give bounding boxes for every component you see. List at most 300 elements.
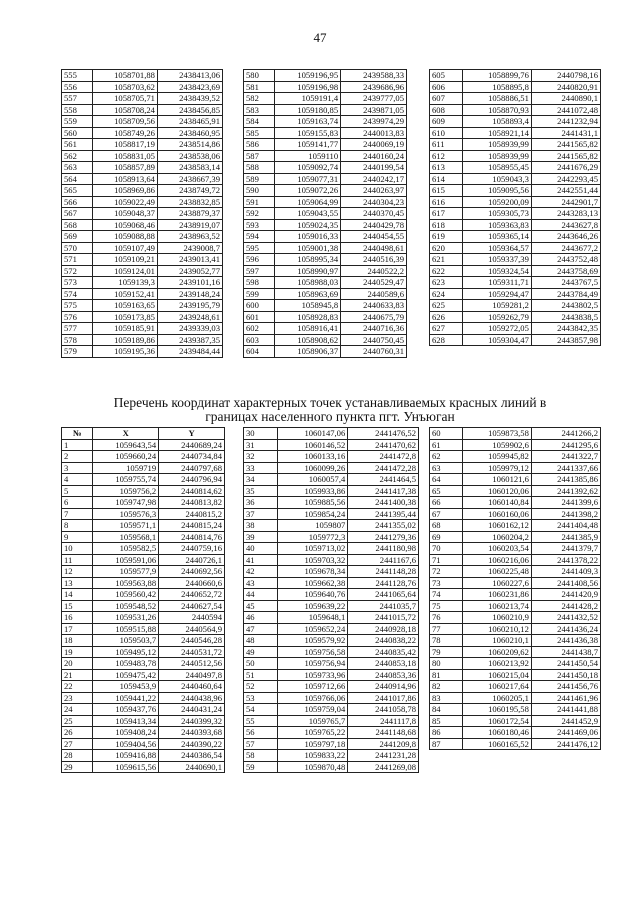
y-coordinate-cell: 2441128,76 [348, 577, 419, 589]
table-row [430, 738, 601, 750]
x-coordinate-cell: 1059772,3 [277, 531, 348, 543]
point-number-cell: 586 [244, 139, 275, 151]
point-number-cell: 30 [244, 428, 278, 440]
point-number-cell: 597 [244, 265, 275, 277]
y-coordinate-cell: 2439484,44 [157, 346, 222, 358]
point-number-cell: 69 [430, 531, 463, 543]
x-coordinate-cell: 1059068,46 [92, 219, 157, 231]
y-coordinate-cell: 2440386,54 [159, 750, 225, 762]
table-row [430, 646, 601, 658]
point-number-cell: 594 [244, 231, 275, 243]
table-row [244, 497, 419, 509]
point-number-cell: 558 [62, 104, 93, 116]
x-coordinate-cell: 1059437,76 [93, 704, 159, 716]
x-coordinate-cell: 1058913,64 [92, 173, 157, 185]
point-number-cell: 582 [244, 93, 275, 105]
y-coordinate-cell: 2441399,6 [531, 497, 600, 509]
point-number-cell: 72 [430, 566, 463, 578]
table-row [244, 692, 419, 704]
point-number-cell: 565 [62, 185, 93, 197]
x-coordinate-cell: 1059662,38 [277, 577, 348, 589]
table-row [430, 474, 601, 486]
y-coordinate-cell: 2440820,91 [531, 81, 600, 93]
x-coordinate-cell: 1059571,1 [93, 520, 159, 532]
header-x: X [93, 428, 159, 440]
point-number-cell: 574 [62, 288, 93, 300]
point-number-cell: 580 [244, 70, 275, 82]
point-number-cell: 7 [62, 508, 93, 520]
x-coordinate-cell: 1060210,9 [462, 612, 531, 624]
x-coordinate-cell: 1060210,1 [462, 635, 531, 647]
point-number-cell: 561 [62, 139, 93, 151]
point-number-cell: 589 [244, 173, 275, 185]
table-row [430, 554, 601, 566]
point-number-cell: 587 [244, 150, 275, 162]
x-coordinate-cell: 1060209,62 [462, 646, 531, 658]
y-coordinate-cell: 2438832,85 [157, 196, 222, 208]
table-header-row [62, 428, 225, 440]
point-number-cell: 1 [62, 439, 93, 451]
x-coordinate-cell: 1058705,71 [92, 93, 157, 105]
x-coordinate-cell: 1059756,58 [277, 646, 348, 658]
y-coordinate-cell: 2441058,78 [348, 704, 419, 716]
table-row [62, 681, 225, 693]
point-number-cell: 603 [244, 334, 275, 346]
coords-table-4 [61, 427, 225, 773]
table-row [430, 520, 601, 532]
point-number-cell: 608 [430, 104, 463, 116]
point-number-cell: 32 [244, 451, 278, 463]
y-coordinate-cell: 2440564,9 [159, 623, 225, 635]
table-row [62, 600, 225, 612]
y-coordinate-cell: 2441409,3 [531, 566, 600, 578]
table-row [430, 635, 601, 647]
table-row [430, 104, 601, 116]
x-coordinate-cell: 1059072,26 [275, 185, 341, 197]
x-coordinate-cell: 1059196,95 [275, 70, 341, 82]
x-coordinate-cell: 1059095,56 [462, 185, 531, 197]
table-row [430, 196, 601, 208]
x-coordinate-cell: 1058709,56 [92, 116, 157, 128]
x-coordinate-cell: 1060146,52 [277, 439, 348, 451]
y-coordinate-cell: 2441472,28 [348, 462, 419, 474]
x-coordinate-cell: 1059678,34 [277, 566, 348, 578]
y-coordinate-cell: 2441469,06 [531, 727, 600, 739]
x-coordinate-cell: 1059441,22 [93, 692, 159, 704]
y-coordinate-cell: 2440928,18 [348, 623, 419, 635]
y-coordinate-cell: 2441464,5 [348, 474, 419, 486]
x-coordinate-cell: 1060204,2 [462, 531, 531, 543]
point-number-cell: 610 [430, 127, 463, 139]
y-coordinate-cell: 2440689,24 [159, 439, 225, 451]
y-coordinate-cell: 2440594 [159, 612, 225, 624]
table-row [244, 474, 419, 486]
y-coordinate-cell: 2439588,33 [341, 70, 407, 82]
table-row [430, 208, 601, 220]
y-coordinate-cell: 2440759,16 [159, 543, 225, 555]
x-coordinate-cell: 1059152,41 [92, 288, 157, 300]
point-number-cell: 61 [430, 439, 463, 451]
y-coordinate-cell: 2438439,52 [157, 93, 222, 105]
y-coordinate-cell: 2440797,68 [159, 462, 225, 474]
x-coordinate-cell: 1059577,9 [93, 566, 159, 578]
point-number-cell: 3 [62, 462, 93, 474]
point-number-cell: 609 [430, 116, 463, 128]
x-coordinate-cell: 1058749,26 [92, 127, 157, 139]
point-number-cell: 76 [430, 612, 463, 624]
point-number-cell: 31 [244, 439, 278, 451]
x-coordinate-cell: 1058916,41 [275, 323, 341, 335]
table-row [62, 242, 223, 254]
point-number-cell: 63 [430, 462, 463, 474]
table-row [430, 462, 601, 474]
x-coordinate-cell: 1059713,02 [277, 543, 348, 555]
table-row [430, 242, 601, 254]
table-row [244, 185, 407, 197]
point-number-cell: 71 [430, 554, 463, 566]
y-coordinate-cell: 2441450,18 [531, 669, 600, 681]
point-number-cell: 68 [430, 520, 463, 532]
x-coordinate-cell: 1060133,16 [277, 451, 348, 463]
x-coordinate-cell: 1058857,89 [92, 162, 157, 174]
point-number-cell: 85 [430, 715, 463, 727]
y-coordinate-cell: 2441180,98 [348, 543, 419, 555]
y-coordinate-cell: 2440013,83 [341, 127, 407, 139]
point-number-cell: 83 [430, 692, 463, 704]
y-coordinate-cell: 2441378,22 [531, 554, 600, 566]
x-coordinate-cell: 1058988,03 [275, 277, 341, 289]
x-coordinate-cell: 1060231,86 [462, 589, 531, 601]
point-number-cell: 615 [430, 185, 463, 197]
table-row [244, 520, 419, 532]
point-number-cell: 39 [244, 531, 278, 543]
x-coordinate-cell: 1059189,86 [92, 334, 157, 346]
table-row [62, 277, 223, 289]
table-row [244, 428, 419, 440]
x-coordinate-cell: 1059024,35 [275, 219, 341, 231]
y-coordinate-cell: 2441431,1 [531, 127, 600, 139]
y-coordinate-cell: 2438456,85 [157, 104, 222, 116]
table-row [244, 750, 419, 762]
table-row [244, 116, 407, 128]
y-coordinate-cell: 2441404,48 [531, 520, 600, 532]
table-row [62, 93, 223, 105]
point-number-cell: 590 [244, 185, 275, 197]
point-number-cell: 74 [430, 589, 463, 601]
table-row [62, 761, 225, 773]
table-row [62, 692, 225, 704]
table-row [244, 323, 407, 335]
x-coordinate-cell: 1059648,1 [277, 612, 348, 624]
point-number-cell: 604 [244, 346, 275, 358]
table-row [62, 623, 225, 635]
table-row [244, 543, 419, 555]
point-number-cell: 568 [62, 219, 93, 231]
y-coordinate-cell: 2441015,72 [348, 612, 419, 624]
point-number-cell: 619 [430, 231, 463, 243]
x-coordinate-cell: 1059195,36 [92, 346, 157, 358]
table-row [62, 150, 223, 162]
x-coordinate-cell: 1059016,33 [275, 231, 341, 243]
x-coordinate-cell: 1059615,56 [93, 761, 159, 773]
table-row [244, 162, 407, 174]
table-row [430, 658, 601, 670]
table-row [62, 185, 223, 197]
y-coordinate-cell: 2438919,07 [157, 219, 222, 231]
table-row [62, 577, 225, 589]
table-row [62, 70, 223, 82]
point-number-cell: 571 [62, 254, 93, 266]
y-coordinate-cell: 2440627,54 [159, 600, 225, 612]
table-row [430, 116, 601, 128]
y-coordinate-cell: 2440498,61 [341, 242, 407, 254]
table-row [62, 231, 223, 243]
table-row [244, 300, 407, 312]
point-number-cell: 556 [62, 81, 93, 93]
table-row [62, 635, 225, 647]
point-number-cell: 70 [430, 543, 463, 555]
y-coordinate-cell: 2441355,02 [348, 520, 419, 532]
point-number-cell: 555 [62, 70, 93, 82]
table-row [430, 81, 601, 93]
point-number-cell: 560 [62, 127, 93, 139]
y-coordinate-cell: 2438749,72 [157, 185, 222, 197]
table-row [430, 543, 601, 555]
table-row [244, 508, 419, 520]
x-coordinate-cell: 1059703,32 [277, 554, 348, 566]
table-row [62, 311, 223, 323]
point-number-cell: 78 [430, 635, 463, 647]
table-row [430, 497, 601, 509]
x-coordinate-cell: 1060120,06 [462, 485, 531, 497]
x-coordinate-cell: 1058831,05 [92, 150, 157, 162]
x-coordinate-cell: 1059563,88 [93, 577, 159, 589]
table-row [244, 311, 407, 323]
point-number-cell: 10 [62, 543, 93, 555]
table-row [244, 288, 407, 300]
table-row [244, 81, 407, 93]
y-coordinate-cell: 2439101,16 [157, 277, 222, 289]
y-coordinate-cell: 2441461,96 [531, 692, 600, 704]
point-number-cell: 37 [244, 508, 278, 520]
x-coordinate-cell: 1060180,46 [462, 727, 531, 739]
y-coordinate-cell: 2440890,1 [531, 93, 600, 105]
page-number: 47 [313, 30, 327, 45]
x-coordinate-cell: 1059048,37 [92, 208, 157, 220]
point-number-cell: 82 [430, 681, 463, 693]
point-number-cell: 599 [244, 288, 275, 300]
point-number-cell: 588 [244, 162, 275, 174]
table-row [430, 93, 601, 105]
x-coordinate-cell: 1060140,84 [462, 497, 531, 509]
y-coordinate-cell: 2440726,1 [159, 554, 225, 566]
y-coordinate-cell: 2441322,7 [531, 451, 600, 463]
point-number-cell: 606 [430, 81, 463, 93]
y-coordinate-cell: 2443802,5 [531, 300, 600, 312]
table-row [430, 173, 601, 185]
y-coordinate-cell: 2439008,7 [157, 242, 222, 254]
point-number-cell: 581 [244, 81, 275, 93]
x-coordinate-cell: 1059712,66 [277, 681, 348, 693]
table-row [430, 162, 601, 174]
x-coordinate-cell: 1059109,21 [92, 254, 157, 266]
point-number-cell: 567 [62, 208, 93, 220]
y-coordinate-cell: 2438667,39 [157, 173, 222, 185]
x-coordinate-cell: 1059531,26 [93, 612, 159, 624]
coords-table-6 [429, 427, 601, 750]
y-coordinate-cell: 2441269,08 [348, 761, 419, 773]
x-coordinate-cell: 1059870,48 [277, 761, 348, 773]
x-coordinate-cell: 1059311,71 [462, 277, 531, 289]
x-coordinate-cell: 1059155,83 [275, 127, 341, 139]
point-number-cell: 573 [62, 277, 93, 289]
y-coordinate-cell: 2442293,45 [531, 173, 600, 185]
point-number-cell: 33 [244, 462, 278, 474]
y-coordinate-cell: 2441295,6 [531, 439, 600, 451]
x-coordinate-cell: 1059364,57 [462, 242, 531, 254]
x-coordinate-cell: 1059180,85 [275, 104, 341, 116]
x-coordinate-cell: 1060160,06 [462, 508, 531, 520]
table-row [430, 508, 601, 520]
point-number-cell: 6 [62, 497, 93, 509]
point-number-cell: 67 [430, 508, 463, 520]
y-coordinate-cell: 2440429,78 [341, 219, 407, 231]
x-coordinate-cell: 1059719 [93, 462, 159, 474]
x-coordinate-cell: 1059933,86 [277, 485, 348, 497]
y-coordinate-cell: 2441441,88 [531, 704, 600, 716]
y-coordinate-cell: 2443627,8 [531, 219, 600, 231]
table-row [62, 462, 225, 474]
y-coordinate-cell: 2440390,22 [159, 738, 225, 750]
y-coordinate-cell: 2440815,24 [159, 520, 225, 532]
x-coordinate-cell: 1059833,22 [277, 750, 348, 762]
x-coordinate-cell: 1058969,86 [92, 185, 157, 197]
x-coordinate-cell: 1059765,22 [277, 727, 348, 739]
table-row [430, 704, 601, 716]
x-coordinate-cell: 1058870,93 [462, 104, 531, 116]
y-coordinate-cell: 2438879,37 [157, 208, 222, 220]
table-row [430, 311, 601, 323]
x-coordinate-cell: 1059413,34 [93, 715, 159, 727]
y-coordinate-cell: 2440497,8 [159, 669, 225, 681]
point-number-cell: 51 [244, 669, 278, 681]
y-coordinate-cell: 2440304,23 [341, 196, 407, 208]
table-row [62, 658, 225, 670]
table-row [430, 334, 601, 346]
x-coordinate-cell: 1060210,12 [462, 623, 531, 635]
point-number-cell: 46 [244, 612, 278, 624]
table-row [244, 681, 419, 693]
y-coordinate-cell: 2439777,05 [341, 93, 407, 105]
table-row [244, 658, 419, 670]
header-number: № [62, 428, 93, 440]
y-coordinate-cell: 2441395,44 [348, 508, 419, 520]
table-row [430, 254, 601, 266]
header-y: Y [159, 428, 225, 440]
y-coordinate-cell: 2440814,76 [159, 531, 225, 543]
heading-line-1: Перечень координат характерных точек устанавливаемых красных линий в [113, 395, 547, 410]
point-number-cell: 29 [62, 761, 93, 773]
y-coordinate-cell: 2440431,24 [159, 704, 225, 716]
table-row [430, 692, 601, 704]
y-coordinate-cell: 2440263,97 [341, 185, 407, 197]
x-coordinate-cell: 1058895,8 [462, 81, 531, 93]
table-row [62, 738, 225, 750]
y-coordinate-cell: 2443838,5 [531, 311, 600, 323]
table-row [430, 589, 601, 601]
x-coordinate-cell: 1060162,12 [462, 520, 531, 532]
table-row [430, 566, 601, 578]
y-coordinate-cell: 2443767,5 [531, 277, 600, 289]
y-coordinate-cell: 2439974,29 [341, 116, 407, 128]
table-row [430, 428, 601, 440]
point-number-cell: 600 [244, 300, 275, 312]
point-number-cell: 24 [62, 704, 93, 716]
table-row [244, 104, 407, 116]
table-row [62, 543, 225, 555]
table-row [430, 715, 601, 727]
x-coordinate-cell: 1058908,62 [275, 334, 341, 346]
point-number-cell: 612 [430, 150, 463, 162]
y-coordinate-cell: 2438963,52 [157, 231, 222, 243]
coords-table-5 [243, 427, 419, 773]
point-number-cell: 58 [244, 750, 278, 762]
y-coordinate-cell: 2438460,95 [157, 127, 222, 139]
table-row [62, 334, 223, 346]
table-row [62, 162, 223, 174]
y-coordinate-cell: 2441565,82 [531, 150, 600, 162]
x-coordinate-cell: 1060165,52 [462, 738, 531, 750]
table-row [430, 265, 601, 277]
y-coordinate-cell: 2440734,84 [159, 451, 225, 463]
y-coordinate-cell: 2441476,12 [531, 738, 600, 750]
table-row [244, 439, 419, 451]
x-coordinate-cell: 1059766,06 [277, 692, 348, 704]
x-coordinate-cell: 1058899,76 [462, 70, 531, 82]
table-row [430, 150, 601, 162]
x-coordinate-cell: 1059107,49 [92, 242, 157, 254]
table-row [62, 81, 223, 93]
table-row [244, 231, 407, 243]
table-row [62, 669, 225, 681]
point-number-cell: 9 [62, 531, 93, 543]
section-heading [40, 396, 620, 424]
x-coordinate-cell: 1059797,18 [277, 738, 348, 750]
point-number-cell: 628 [430, 334, 463, 346]
point-number-cell: 13 [62, 577, 93, 589]
y-coordinate-cell: 2443677,2 [531, 242, 600, 254]
point-number-cell: 20 [62, 658, 93, 670]
table-row [62, 704, 225, 716]
x-coordinate-cell: 1059196,98 [275, 81, 341, 93]
point-number-cell: 59 [244, 761, 278, 773]
x-coordinate-cell: 1059304,47 [462, 334, 531, 346]
x-coordinate-cell: 1060172,54 [462, 715, 531, 727]
y-coordinate-cell: 2440853,18 [348, 658, 419, 670]
table-row [244, 635, 419, 647]
table-row [62, 612, 225, 624]
table-row [244, 150, 407, 162]
table-row [244, 451, 419, 463]
y-coordinate-cell: 2441035,7 [348, 600, 419, 612]
x-coordinate-cell: 1059453,9 [93, 681, 159, 693]
y-coordinate-cell: 2441337,66 [531, 462, 600, 474]
point-number-cell: 27 [62, 738, 93, 750]
x-coordinate-cell: 1059652,24 [277, 623, 348, 635]
point-number-cell: 79 [430, 646, 463, 658]
point-number-cell: 86 [430, 727, 463, 739]
point-number-cell: 22 [62, 681, 93, 693]
